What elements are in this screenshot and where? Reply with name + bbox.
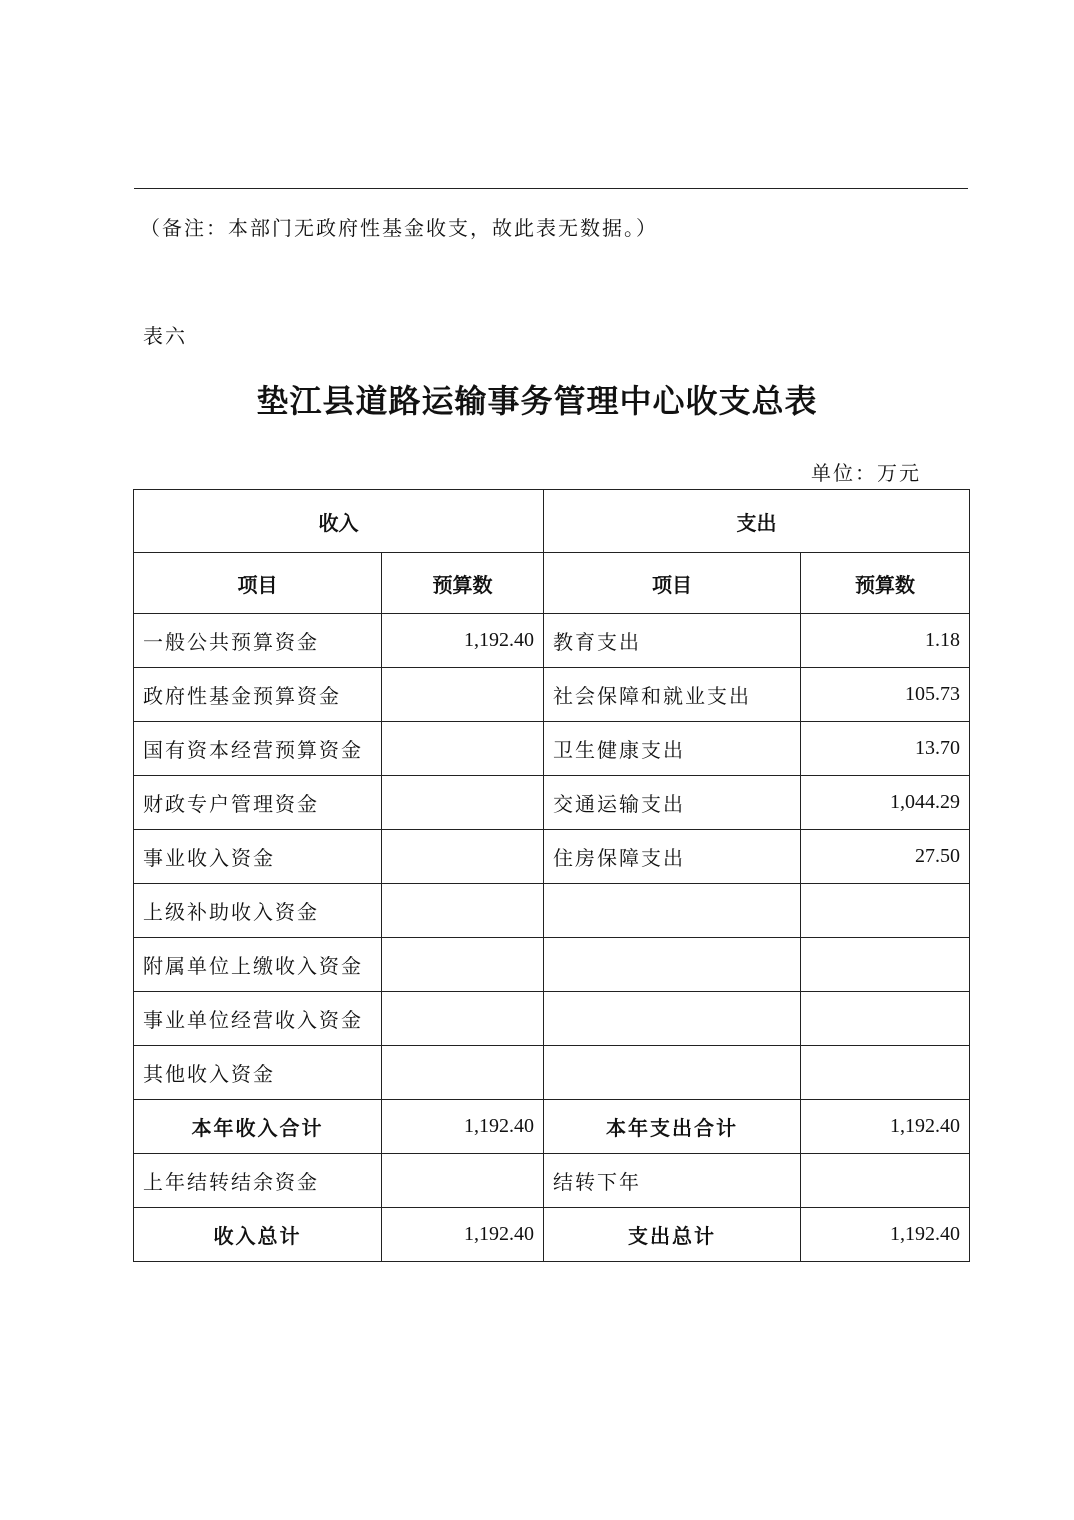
- expense-carryover-amount: [801, 1154, 970, 1208]
- table-row: [134, 1046, 970, 1100]
- expense-item: 卫生健康支出: [544, 722, 801, 776]
- income-amount: [382, 992, 544, 1046]
- expense-subtotal-amount: 1,192.40: [801, 1100, 970, 1154]
- expense-item: [544, 884, 801, 938]
- expense-amount: 13.70: [801, 722, 970, 776]
- income-item: 上级补助收入资金: [134, 884, 382, 938]
- expense-group-header: 支出: [544, 490, 970, 553]
- expense-item: 住房保障支出: [544, 830, 801, 884]
- expense-item: 教育支出: [544, 614, 801, 668]
- table-row: [134, 668, 970, 722]
- expense-carryover-label: 结转下年: [544, 1154, 801, 1208]
- expense-subtotal-label: 本年支出合计: [544, 1100, 801, 1154]
- income-item: 国有资本经营预算资金: [134, 722, 382, 776]
- expense-budget-column-header: 预算数: [801, 553, 970, 614]
- income-group-header: 收入: [134, 490, 544, 553]
- income-amount: [382, 938, 544, 992]
- expense-total-label: 支出总计: [544, 1208, 801, 1262]
- income-expense-table: [133, 489, 970, 1262]
- income-amount: [382, 830, 544, 884]
- income-amount: [382, 1046, 544, 1100]
- income-item: 附属单位上缴收入资金: [134, 938, 382, 992]
- table-row: [134, 722, 970, 776]
- table-row: [134, 992, 970, 1046]
- income-item: 事业收入资金: [134, 830, 382, 884]
- income-budget-column-header: 预算数: [382, 553, 544, 614]
- table-row: [134, 830, 970, 884]
- income-item-column-header: 项目: [134, 553, 382, 614]
- expense-amount: [801, 884, 970, 938]
- table-row: [134, 776, 970, 830]
- expense-amount: 1.18: [801, 614, 970, 668]
- income-total-label: 收入总计: [134, 1208, 382, 1262]
- income-amount: [382, 722, 544, 776]
- income-item: 财政专户管理资金: [134, 776, 382, 830]
- expense-amount: 27.50: [801, 830, 970, 884]
- income-amount: [382, 668, 544, 722]
- expense-item-column-header: 项目: [544, 553, 801, 614]
- income-item: 事业单位经营收入资金: [134, 992, 382, 1046]
- income-item: 一般公共预算资金: [134, 614, 382, 668]
- income-amount: [382, 776, 544, 830]
- expense-amount: [801, 938, 970, 992]
- expense-amount: [801, 1046, 970, 1100]
- table-group-header-row: [134, 490, 970, 553]
- table-row: [134, 938, 970, 992]
- table-label: 表六: [143, 324, 187, 348]
- table-row: [134, 614, 970, 668]
- carryover-row: [134, 1154, 970, 1208]
- income-total-amount: 1,192.40: [382, 1208, 544, 1262]
- income-item: 政府性基金预算资金: [134, 668, 382, 722]
- page-title: 垫江县道路运输事务管理中心收支总表: [256, 382, 818, 420]
- income-item: 其他收入资金: [134, 1046, 382, 1100]
- income-carryover-label: 上年结转结余资金: [134, 1154, 382, 1208]
- expense-amount: 105.73: [801, 668, 970, 722]
- income-subtotal-label: 本年收入合计: [134, 1100, 382, 1154]
- income-carryover-amount: [382, 1154, 544, 1208]
- income-amount: 1,192.40: [382, 614, 544, 668]
- table-column-header-row: [134, 553, 970, 614]
- expense-amount: [801, 992, 970, 1046]
- table-row: [134, 884, 970, 938]
- expense-total-amount: 1,192.40: [801, 1208, 970, 1262]
- unit-label: 单位：万元: [811, 461, 921, 485]
- note-text: （备注：本部门无政府性基金收支，故此表无数据。）: [140, 216, 658, 240]
- expense-item: [544, 992, 801, 1046]
- expense-amount: 1,044.29: [801, 776, 970, 830]
- expense-item: 交通运输支出: [544, 776, 801, 830]
- top-divider: [134, 188, 968, 189]
- expense-item: [544, 1046, 801, 1100]
- expense-item: [544, 938, 801, 992]
- grand-total-row: [134, 1208, 970, 1262]
- income-amount: [382, 884, 544, 938]
- income-subtotal-amount: 1,192.40: [382, 1100, 544, 1154]
- subtotal-row: [134, 1100, 970, 1154]
- expense-item: 社会保障和就业支出: [544, 668, 801, 722]
